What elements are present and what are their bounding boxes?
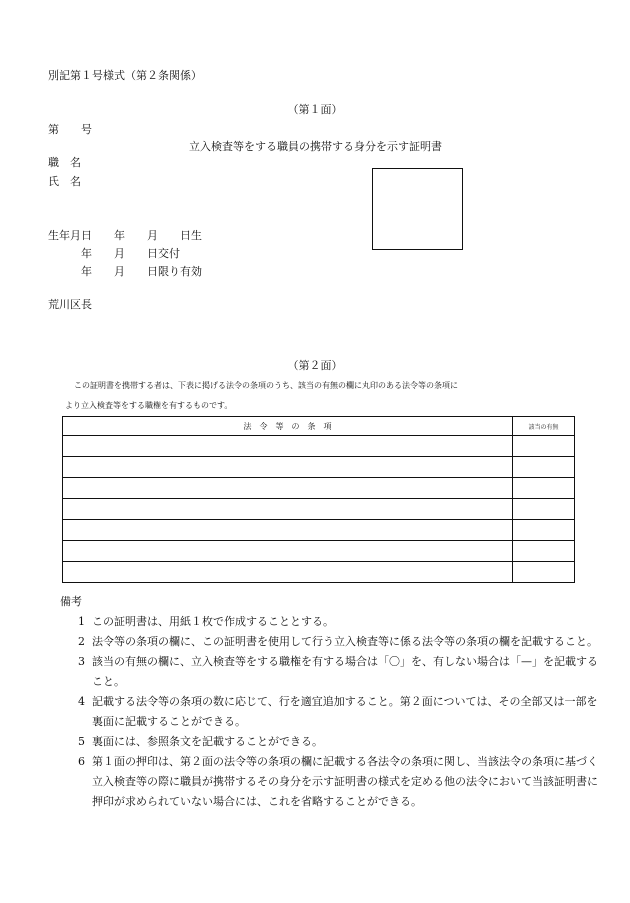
- notes-heading: 備考: [60, 595, 82, 608]
- photo-box: [372, 168, 463, 250]
- note-item: [60, 692, 600, 732]
- job-title-label: 職 名: [48, 156, 81, 169]
- note-number: 5: [78, 735, 85, 748]
- note-number: 1: [78, 615, 85, 628]
- table-cell: [513, 562, 575, 583]
- note-number: 3: [78, 655, 85, 668]
- note-text: 裏面には、参照条文を記載することができる。: [92, 735, 323, 748]
- name-label: 氏 名: [48, 175, 81, 188]
- table-cell: [63, 541, 513, 562]
- back-intro-line-2: より立入検査等をする職権を有するものです。: [65, 401, 233, 410]
- note-text: 該当の有無の欄に、立入検査等をする職権を有する場合は「〇」を、有しない場合は「—」を記載すること。: [92, 655, 598, 688]
- notes-section: [60, 592, 600, 812]
- birthdate-line: 生年月日 年 月 日生: [48, 229, 202, 242]
- note-item: [60, 652, 600, 692]
- table-cell: [63, 520, 513, 541]
- valid-until-line: 年 月 日限り有効: [81, 265, 202, 278]
- table-row: [63, 541, 575, 562]
- table-cell: [63, 562, 513, 583]
- table-cell: [513, 436, 575, 457]
- table-cell: [513, 520, 575, 541]
- note-number: 4: [78, 695, 85, 708]
- note-text: 法令等の条項の欄に、この証明書を使用して行う立入検査等に係る法令等の条項の欄を記載すること。: [92, 635, 598, 648]
- note-text: この証明書は、用紙１枚で作成することとする。: [92, 615, 334, 628]
- table-row: [63, 562, 575, 583]
- note-number: 2: [78, 635, 85, 648]
- note-item: [60, 612, 600, 632]
- note-item: [60, 732, 600, 752]
- back-intro-line-1: この証明書を携帯する者は、下表に掲げる法令の条項のうち、該当の有無の欄に丸印のある法令等の条項に: [74, 381, 458, 390]
- table-cell: [513, 499, 575, 520]
- table-cell: [513, 478, 575, 499]
- note-text: 記載する法令等の条項の数に応じて、行を適宜追加すること。第２面については、その全部又は一部を裏面に記載することができる。: [92, 695, 598, 728]
- table-cell: [63, 499, 513, 520]
- certificate-number: 第 号: [48, 123, 92, 136]
- certificate-title: 立入検査等をする職員の携帯する身分を示す証明書: [189, 140, 442, 153]
- note-text: 第１面の押印は、第２面の法令等の条項の欄に記載する各法令の条項に関し、当該法令の条項に基づく立入検査等の際に職員が携帯するその身分を示す証明書の様式を定める他の法令において当該証明書に押印が求められていない場合には、これを省略することができる。: [92, 755, 598, 808]
- table-row: [63, 520, 575, 541]
- front-page-label: （第１面）: [287, 103, 343, 116]
- law-provisions-table: [62, 416, 575, 583]
- table-row: [63, 436, 575, 457]
- table-cell: [513, 541, 575, 562]
- header-law-provisions: 法 令 等 の 条 項: [63, 417, 513, 436]
- table-row: [63, 499, 575, 520]
- table-cell: [63, 457, 513, 478]
- table-header-row: [63, 417, 575, 436]
- issued-date-line: 年 月 日交付: [81, 247, 180, 260]
- table-cell: [63, 478, 513, 499]
- table-cell: [513, 457, 575, 478]
- form-title: 別記第１号様式（第２条関係）: [48, 69, 202, 82]
- note-item: [60, 632, 600, 652]
- issuer-name: 荒川区長: [48, 298, 92, 311]
- table-cell: [63, 436, 513, 457]
- table-row: [63, 457, 575, 478]
- note-item: [60, 752, 600, 812]
- back-page-label: （第２面）: [287, 359, 343, 372]
- header-applicability: 該当の有無: [513, 417, 575, 436]
- table-row: [63, 478, 575, 499]
- note-number: 6: [78, 755, 85, 768]
